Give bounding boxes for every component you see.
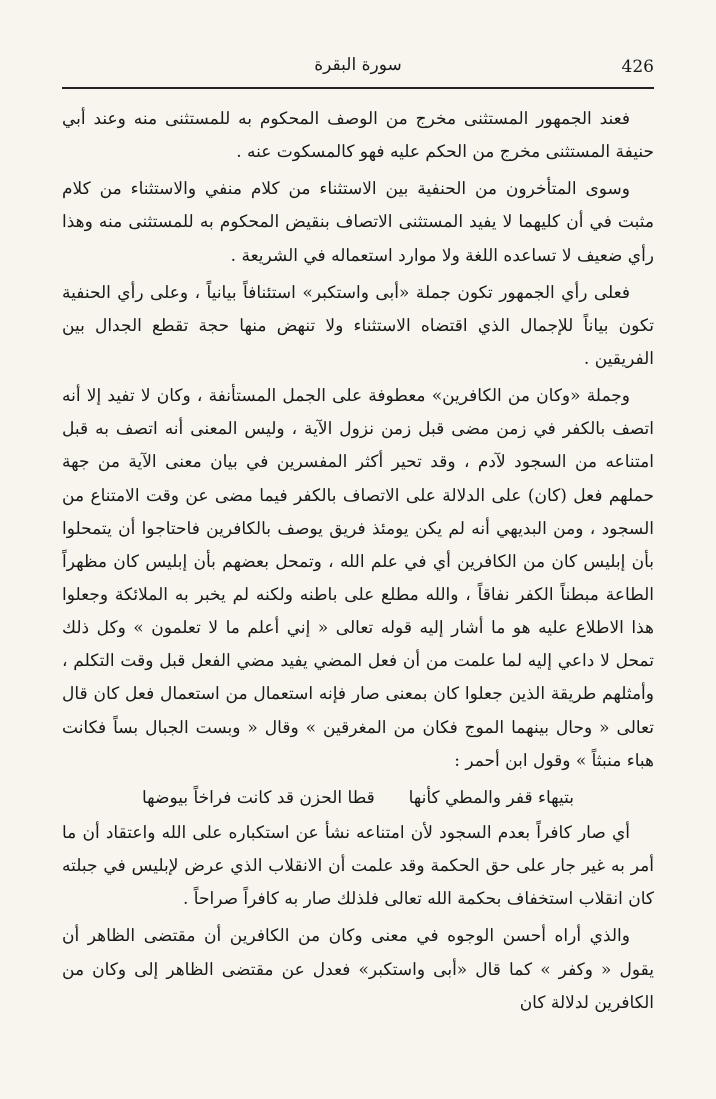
paragraph: وجملة «وكان من الكافرين» معطوفة على الجمل المستأنفة ، وكان لا تفيد إلا أنه اتصف بالكفر في زمن مضى قبل زمن نزول الآية ، وليس المعنى أنه اتصف به قبل امتناعه من السجود لآدم ، وقد تحير أكثر المفسرين في بيان معنى الآية من جهة حملهم فعل (كان) على الدلالة على الاتصاف بالكفر فيما مضى عن وقت الامتناع من السجود ، ومن البديهي أنه لم يكن يومئذ فريق يوصف بالكافرين فاحتاجوا أن يتمحلوا بأن إبليس كان من الكافرين أي في علم الله ، وتمحل بعضهم بأن إبليس كان مظهراً الطاعة مبطناً الكفر نفاقاً ، والله مطلع على باطنه ولكنه لم يخبر به الملائكة وجعلوا هذا الاطلاع عليه هو ما أشار إليه قوله تعالى « إني أعلم ما لا تعلمون » وكل ذلك تمحل لا داعي إليه لما علمت من أن فعل المضي يفيد مضي الفعل قبل وقت التكلم ، وأمثلهم طريقة الذين جعلوا كان بمعنى صار فإنه استعمال من استعمال فعل كان قال تعالى « وحال بينهما الموج فكان من المغرقين » وقال « وبست الجبال بساً فكانت هباء منبثاً » وقول ابن أحمر : bbox=[62, 386, 654, 771]
verse-left-hemistich: قطا الحزن قد كانت فراخاً بيوضها bbox=[142, 787, 375, 808]
header-divider bbox=[62, 87, 654, 89]
poetry-verse bbox=[62, 782, 654, 815]
paragraph: والذي أراه أحسن الوجوه في معنى وكان من الكافرين أن مقتضى الظاهر أن يقول « وكفر » كما قال «أبى واستكبر» فعدل عن مقتضى الظاهر إلى وكان من الكافرين لدلالة كان bbox=[62, 926, 654, 1013]
verse-right-hemistich: بتيهاء قفر والمطي كأنها bbox=[408, 787, 574, 808]
paragraph: وسوى المتأخرون من الحنفية بين الاستثناء من كلام منفي والاستثناء من كلام مثبت في أن كليهما لا يفيد المستثنى الاتصاف بنقيض المحكوم به للمستثنى منه وهذا رأي ضعيف لا تساعده اللغة ولا موارد استعماله في الشريعة . bbox=[62, 179, 654, 266]
page-header bbox=[62, 55, 654, 85]
paragraph: فعلى رأي الجمهور تكون جملة «أبى واستكبر» استئنافاً بيانياً ، وعلى رأي الحنفية تكون بياناً للإجمال الذي اقتضاه الاستثناء ولا تنهض منها حجة تقطع الجدال بين الفريقين . bbox=[62, 282, 654, 369]
page-number: 426 bbox=[621, 57, 654, 77]
paragraph: أي صار كافراً بعدم السجود لأن امتناعه نشأ عن استكباره على الله واعتقاد أن ما أمر به غير جار على حق الحكمة وقد علمت أن الانقلاب الذي عرض لإبليس في جبلته كان انقلاب استخفاف بحكمة الله تعالى فلذلك صار به كافراً صراحاً . bbox=[62, 822, 654, 910]
surah-title: سورة البقرة bbox=[314, 55, 402, 75]
paragraph: فعند الجمهور المستثنى مخرج من الوصف المحكوم به للمستثنى منه وعند أبي حنيفة المستثنى مخرج من الحكم عليه فهو كالمسكوت عنه . bbox=[62, 109, 654, 163]
page-body bbox=[62, 103, 654, 1024]
